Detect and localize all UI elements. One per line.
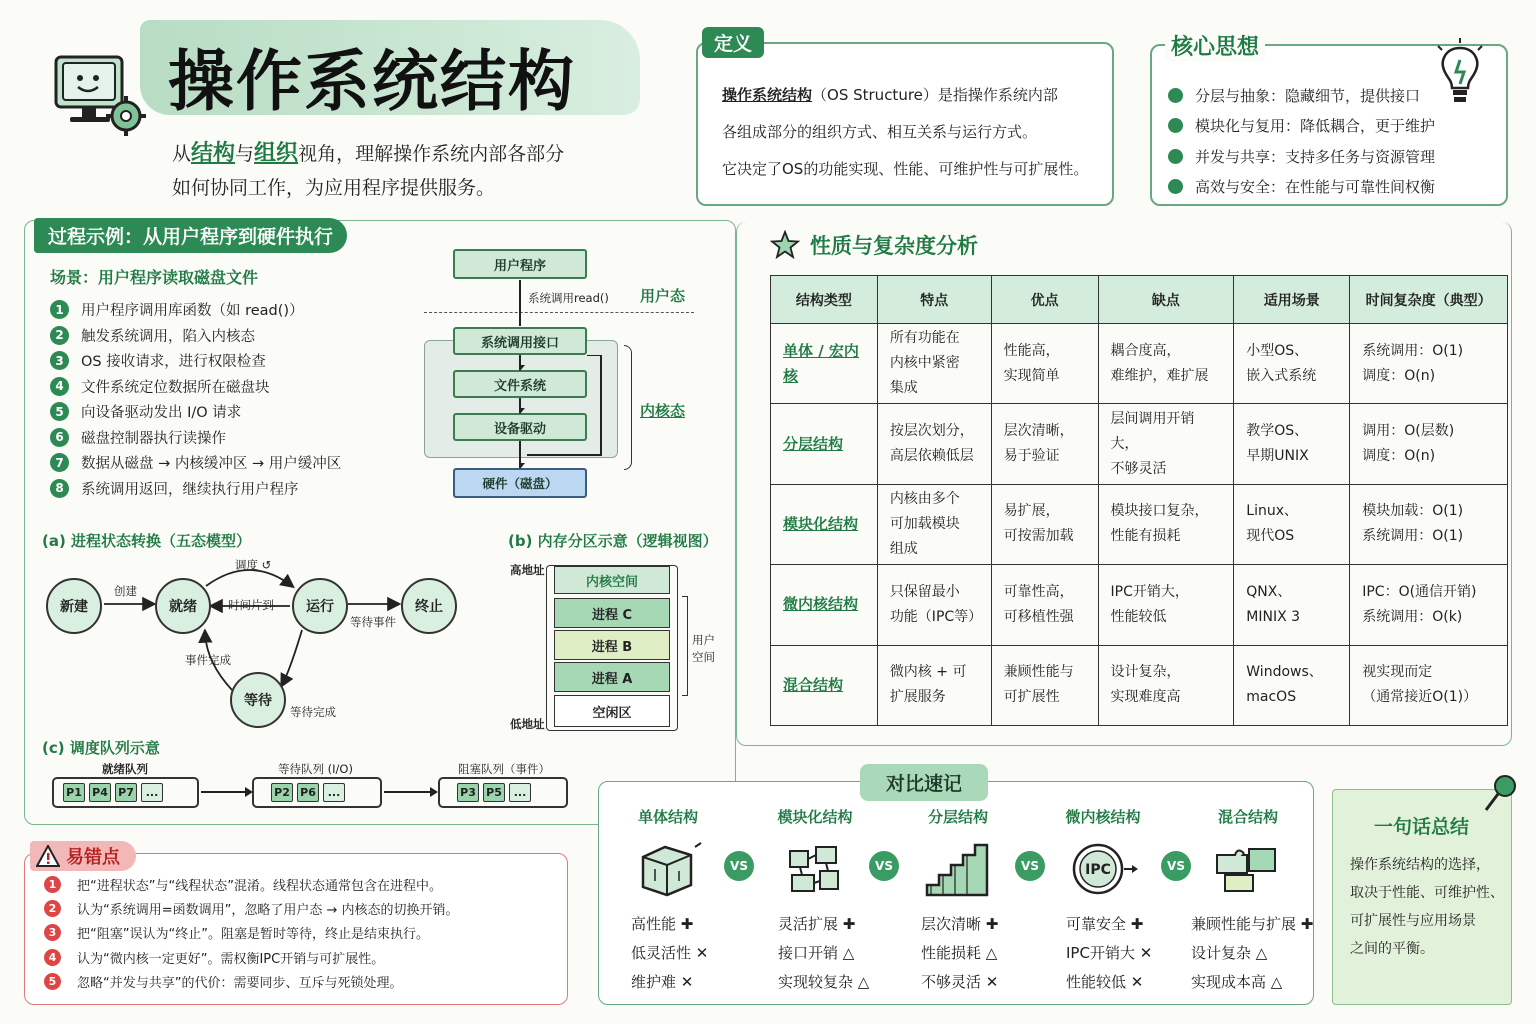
cell-type: 分层结构: [771, 404, 878, 484]
cell-cx: IPC：O(通信开销) 系统调用：O(k): [1350, 565, 1508, 645]
queue-name: 就绪队列: [102, 762, 148, 776]
ready-queue: [52, 777, 199, 808]
errors-list: [44, 872, 459, 993]
definition-line: 各组成部分的组织方式、相互关系与运行方式。: [722, 123, 1038, 141]
cell-feature: 按层次划分， 高层依赖低层: [877, 404, 991, 484]
analysis-title-wrap: [770, 230, 978, 260]
cell-con: 模块接口复杂， 性能有损耗: [1098, 484, 1234, 564]
compare-line: 性能损耗 △: [921, 944, 998, 962]
stairs-icon: [923, 841, 993, 903]
queue-item: P4: [89, 783, 111, 802]
error-item: 2 认为“系统调用=函数调用”，忽略了用户态 → 内核态的切换开销。: [44, 896, 459, 920]
definition-box: [696, 42, 1114, 206]
page-subtitle: 从结构与组织视角，理解操作系统内部各部分 如何协同工作，为应用程序提供服务。: [172, 141, 565, 199]
error-item: 5 忽略“并发与共享”的代价：需要同步、互斥与死锁处理。: [44, 969, 459, 993]
error-item: 4 认为“微内核一定更好”。需权衡IPC开销与可扩展性。: [44, 945, 459, 969]
edge-event-done-label: 事件完成: [185, 653, 231, 667]
cell-use: QNX、 MINIX 3: [1234, 565, 1350, 645]
column-header: 缺点: [1098, 276, 1234, 324]
process-step: 8 系统调用返回，继续执行用户程序: [50, 476, 341, 502]
table-row: [771, 645, 1508, 725]
core-ideas-title: 核心思想: [1165, 30, 1265, 61]
queue-item: P5: [483, 783, 505, 802]
compare-line: 实现较复杂 △: [778, 973, 870, 991]
memory-process-c: 进程 C: [554, 598, 670, 628]
edge-timeout-label: 时间片到: [228, 598, 274, 612]
user-mode-label: 用户态: [640, 287, 686, 305]
cube-icon: [633, 841, 703, 903]
column-header: 特点: [877, 276, 991, 324]
compare-line: IPC开销大 ✕: [1066, 944, 1153, 962]
cell-con: 耦合度高， 难维护，难扩展: [1098, 324, 1234, 404]
file-system-box: 文件系统: [453, 370, 587, 398]
cell-pro: 层次清晰， 易于验证: [991, 404, 1098, 484]
cell-con: IPC开销大， 性能较低: [1098, 565, 1234, 645]
user-space-label: 用户空间: [692, 633, 715, 664]
memory-process-b: 进程 B: [554, 630, 670, 660]
cell-feature: 内核由多个 可加载模块 组成: [877, 484, 991, 564]
summary-title: 一句话总结: [1374, 816, 1470, 838]
cell-con: 设计复杂， 实现难度高: [1098, 645, 1234, 725]
compare-line: 维护难 ✕: [631, 973, 694, 991]
low-address-label: 低地址: [510, 717, 545, 731]
compare-title: 模块化结构: [777, 808, 853, 826]
queue-item: ...: [509, 783, 531, 802]
state-ready: 就绪: [155, 578, 211, 634]
process-step: 7 数据从磁盘 → 内核缓冲区 → 用户缓冲区: [50, 450, 341, 476]
bullet-dot-icon: [1168, 88, 1183, 103]
definition-line: 它决定了OS的功能实现、性能、可维护性与可扩展性。: [722, 160, 1089, 178]
column-header: 适用场景: [1234, 276, 1350, 324]
kernel-mode-label: 内核态: [640, 402, 686, 420]
process-step: 3 OS 接收请求，进行权限检查: [50, 348, 341, 374]
cell-type: 模块化结构: [771, 484, 878, 564]
monitor-gear-icon: [50, 52, 150, 142]
compare-column: [1183, 806, 1314, 991]
high-address-label: 高地址: [510, 563, 545, 577]
edge-wait-event-label: 等待事件: [350, 615, 396, 629]
cell-pro: 兼顾性能与 可扩展性: [991, 645, 1098, 725]
vs-badge: VS: [1015, 851, 1045, 881]
vs-badge: VS: [1161, 851, 1191, 881]
user-space-bracket: [682, 596, 688, 696]
process-step: 6 磁盘控制器执行读操作: [50, 425, 341, 451]
queues-title: (c) 调度队列示意: [42, 739, 160, 757]
queue-item: P3: [457, 783, 479, 802]
cell-use: 教学OS、 早期UNIX: [1234, 404, 1350, 484]
cell-use: Windows、 macOS: [1234, 645, 1350, 725]
cell-feature: 所有功能在 内核中紧密 集成: [877, 324, 991, 404]
cell-cx: 调用：O(层数) 调度：O(n): [1350, 404, 1508, 484]
state-waiting: 等待: [230, 672, 286, 728]
compare-line: 低灵活性 ✕: [631, 944, 709, 962]
edge-waiting-label: 等待完成: [290, 705, 336, 719]
column-header: 时间复杂度（典型）: [1350, 276, 1508, 324]
compare-title: 微内核结构: [1065, 808, 1141, 826]
cell-type: 单体 / 宏内核: [771, 324, 878, 404]
syscall-label: 系统调用read(): [528, 291, 609, 305]
user-kernel-boundary: [424, 312, 694, 313]
definition-line: （OS Structure）是指操作系统内部: [812, 86, 1058, 104]
memory-process-a: 进程 A: [554, 662, 670, 692]
compare-title: 分层结构: [927, 808, 988, 826]
edge-create-label: 创建: [114, 584, 137, 598]
state-running: 运行: [292, 578, 348, 634]
memory-kernel-space: 内核空间: [554, 566, 670, 594]
process-step: 2 触发系统调用，陷入内核态: [50, 323, 341, 349]
error-item: 3 把“阻塞”误认为“终止”。阻塞是暂时等待，终止是结束执行。: [44, 921, 459, 945]
process-scene: 场景：用户程序读取磁盘文件: [50, 268, 259, 287]
compare-line: 可靠安全 ✚: [1066, 915, 1144, 933]
column-header: 结构类型: [771, 276, 878, 324]
queue-name: 等待队列 (I/O): [278, 762, 353, 776]
table-row: [771, 324, 1508, 404]
cell-cx: 系统调用：O(1) 调度：O(n): [1350, 324, 1508, 404]
pushpin-icon: [1480, 772, 1520, 820]
definition-term: 操作系统结构: [722, 86, 813, 104]
queue-item: P1: [63, 783, 85, 802]
errors-title: 易错点: [66, 847, 120, 868]
cell-pro: 性能高， 实现简单: [991, 324, 1098, 404]
core-item: 高效与安全： 在性能与可靠性间权衡: [1168, 172, 1435, 203]
errors-tag: [30, 841, 136, 871]
syscall-interface-box: 系统调用接口: [453, 327, 587, 355]
analysis-table: [770, 275, 1508, 726]
compare-title: 单体结构: [637, 808, 698, 826]
queue-item: P6: [297, 783, 319, 802]
compare-line: 兼顾性能与扩展 ✚: [1191, 915, 1314, 933]
queue-item: ...: [323, 783, 345, 802]
title-banner: [140, 20, 640, 120]
core-item: 模块化与复用： 降低耦合，更于维护: [1168, 111, 1435, 142]
cell-type: 微内核结构: [771, 565, 878, 645]
table-row: [771, 404, 1508, 484]
cell-pro: 可靠性高， 可移植性强: [991, 565, 1098, 645]
queue-name: 阻塞队列（事件）: [458, 762, 550, 776]
compare-title: 混合结构: [1217, 808, 1278, 826]
table-row: [771, 565, 1508, 645]
cell-use: 小型OS、 嵌入式系统: [1234, 324, 1350, 404]
compare-line: 实现成本高 △: [1191, 973, 1283, 991]
compare-line: 性能较低 ✕: [1066, 973, 1144, 991]
compare-line: 灵活扩展 ✚: [778, 915, 856, 933]
process-steps: [50, 297, 341, 501]
cell-cx: 视实现而定 （通常接近O(1)）: [1350, 645, 1508, 725]
compare-line: 高性能 ✚: [631, 915, 694, 933]
stack-arrows: [519, 355, 609, 474]
compare-line: 不够灵活 ✕: [921, 973, 999, 991]
compare-column: [1038, 806, 1168, 991]
cell-pro: 易扩展， 可按需加载: [991, 484, 1098, 564]
compare-tag: 对比速记: [860, 764, 988, 801]
cell-feature: 微内核 + 可 扩展服务: [877, 645, 991, 725]
memory-title: (b) 内存分区示意（逻辑视图）: [508, 532, 718, 550]
bullet-dot-icon: [1168, 149, 1183, 164]
queue-item: P2: [271, 783, 293, 802]
edge-dispatch-label: 调度 ↺: [235, 558, 272, 572]
analysis-title: 性质与复杂度分析: [810, 234, 978, 258]
warning-icon: [36, 845, 60, 867]
ipc-icon: [1068, 841, 1138, 903]
device-driver-box: 设备驱动: [453, 413, 587, 441]
state-terminated: 终止: [401, 578, 457, 634]
core-item: 并发与共享： 支持多任务与资源管理: [1168, 141, 1435, 172]
state-model-title: (a) 进程状态转换（五态模型）: [42, 532, 252, 550]
compare-column: [893, 806, 1023, 991]
summary-text: 操作系统结构的选择， 取决于性能、可维护性、 可扩展性与应用场景 之间的平衡。: [1350, 857, 1504, 957]
compare-column: [603, 806, 733, 991]
cell-feature: 只保留最小 功能（IPC等）: [877, 565, 991, 645]
ipc-label: IPC: [1085, 862, 1111, 878]
compare-line: 接口开销 △: [778, 944, 855, 962]
state-new: 新建: [46, 578, 102, 634]
syscall-arrow: [519, 280, 521, 326]
cell-use: Linux、 现代OS: [1234, 484, 1350, 564]
column-header: 优点: [991, 276, 1098, 324]
hardware-box: 硬件（磁盘）: [453, 468, 587, 498]
blocked-queue: [438, 777, 568, 808]
definition-tag: 定义: [702, 27, 764, 58]
bullet-dot-icon: [1168, 118, 1183, 133]
cell-cx: 模块加载：O(1) 系统调用：O(1): [1350, 484, 1508, 564]
kernel-bracket: [624, 345, 632, 470]
module-icon: [780, 841, 850, 903]
page-title: 操作系统结构: [168, 43, 576, 120]
user-program-box: 用户程序: [453, 249, 587, 279]
cell-type: 混合结构: [771, 645, 878, 725]
analysis-table-wrap: [770, 275, 1508, 726]
compare-line: 层次清晰 ✚: [921, 915, 999, 933]
process-step: 4 文件系统定位数据所在磁盘块: [50, 374, 341, 400]
puzzle-icon: [1213, 841, 1283, 903]
process-step: 1 用户程序调用库函数（如 read()）: [50, 297, 341, 323]
error-item: 1 把“进程状态”与“线程状态”混淆。线程状态通常包含在进程中。: [44, 872, 459, 896]
cell-con: 层间调用开销大， 不够灵活: [1098, 404, 1234, 484]
lightbulb-icon: [1432, 38, 1488, 114]
queue-arrows: [199, 784, 439, 804]
process-step: 5 向设备驱动发出 I/O 请求: [50, 399, 341, 425]
compare-column: [750, 806, 880, 991]
bullet-dot-icon: [1168, 179, 1183, 194]
compare-line: 设计复杂 △: [1191, 944, 1268, 962]
vs-badge: VS: [869, 851, 899, 881]
star-icon: [770, 230, 800, 260]
vs-badge: VS: [724, 851, 754, 881]
queue-item: ...: [141, 783, 163, 802]
core-item: 分层与抽象： 隐藏细节，提供接口: [1168, 80, 1435, 111]
queue-item: P7: [115, 783, 137, 802]
process-tag: 过程示例：从用户程序到硬件执行: [34, 218, 347, 253]
memory-free-area: 空闲区: [554, 695, 670, 727]
table-row: [771, 484, 1508, 564]
